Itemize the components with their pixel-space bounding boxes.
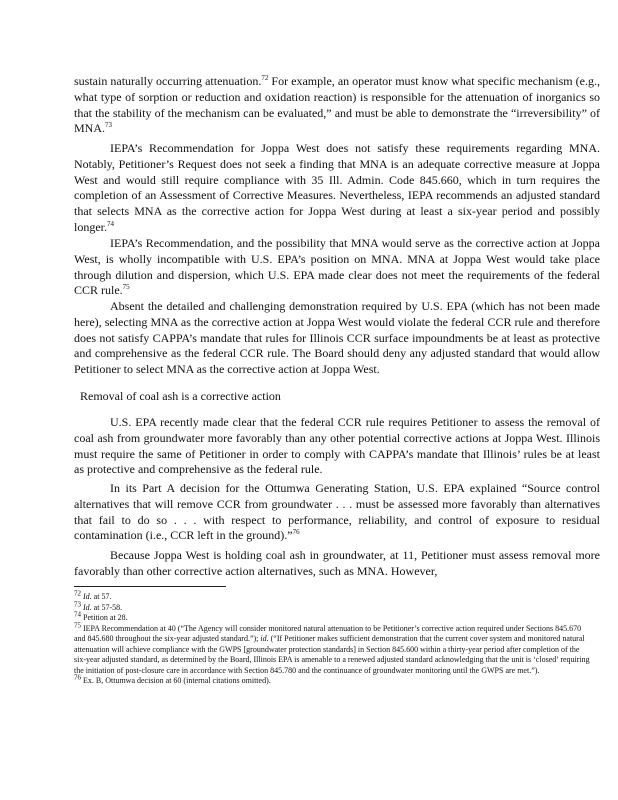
footnote-ref-72[interactable]: 72 bbox=[261, 74, 269, 82]
footnotes bbox=[74, 589, 590, 687]
paragraph-ottumwa-decision: In its Part A decision for the Ottumwa Generating Station, U.S. EPA explained “Source control alternatives that will remove CCR from groundwater . . . must be assessed more favorably than alternatives that fail to do so . . . with respect to performance, reliability, and control of exposure to residual contamination (i.e., CCR left in the ground).”$^{76}$ bbox=[74, 481, 600, 543]
footnote-74: $^{74}$ Petition at 28. bbox=[74, 610, 128, 622]
paragraph-removal-favored: U.S. EPA recently made clear that the federal CCR rule requires Petitioner to assess the removal of coal ash from groundwater more favorably than any other potential corrective actions at Joppa West. Illinois must require the same of Petitioner in order to comply with CAPPA’s mandate that Illinois’ rules be at least as protective and comprehensive as the federal rule. bbox=[74, 415, 600, 477]
footnote-ref-75[interactable]: 75 bbox=[122, 283, 130, 292]
paragraph-mna-demonstration: sustain naturally occurring attenuation.$^{72}$ For example, an operator must know what specific mechanism (e.g., what type of sorption or reduction and oxidation reaction) is responsible for the attenuation of inorganics so that the stability of the mechanism can be evaluated,” and must be able to demonstrate the “irreversibility” of MNA.$^{73}$ bbox=[74, 74, 600, 136]
paragraph-joppa-groundwater: Because Joppa West is holding coal ash in groundwater, at 11, Petitioner must assess removal more favorably than other corrective action alternatives, such as MNA. However, bbox=[74, 548, 600, 578]
footnote-72: $^{72}$ Id. at 57. bbox=[74, 589, 112, 601]
footnote-75: $^{75}$ IEPA Recommendation at 40 (“The Agency will consider monitored natural attenuation to be Petitioner’s corrective action required under Sections 845.670 and 845.680 throughout the six-year adjusted standard.”); id. (“If Petitioner makes sufficient demonstration that the current cover system and monitored natural attenuation will achieve compliance with the GWPS [groundwater protection standards] in Section 845.600 within a thirty-year period after completion of the six-year adjusted standard, as determined by the Board, Illinois EPA is amenable to a renewed adjusted standard acknowledging that the unit is ‘closed’ requiring the initiation of post-closure care in accordance with Section 845.780 and the continuance of groundwater monitoring until the GWPS are met.”). bbox=[74, 620, 590, 675]
footnote-ref-73[interactable]: 73 bbox=[105, 121, 113, 130]
section-heading: Removal of coal ash is a corrective action bbox=[80, 389, 281, 403]
paragraph-mna-incompatible: IEPA’s Recommendation, and the possibility that MNA would serve as the corrective action at Joppa West, is wholly incompatible with U.S. EPA’s position on MNA. MNA at Joppa West would take place through dilution and dispersion, which U.S. EPA made clear does not meet the requirements of the federal CCR rule.$^{75}$ bbox=[74, 236, 600, 298]
footnote-ref-76[interactable]: 76 bbox=[292, 528, 300, 537]
footnote-ref-74[interactable]: 74 bbox=[107, 219, 114, 228]
footnote-73: $^{73}$ Id. at 57-58. bbox=[74, 599, 123, 612]
footnote-76: $^{76}$ Ex. B, Ottumwa decision at 60 (internal citations omitted). bbox=[74, 673, 271, 685]
paragraph-deny-adjusted-standard: Absent the detailed and challenging demonstration required by U.S. EPA (which has not been made here), selecting MNA as the corrective action at Joppa West would violate the federal CCR rule and therefore does not satisfy CAPPA’s mandate that rules for Illinois CCR surface impoundments be at least as protective and comprehensive as the federal CCR rule. The Board should deny any adjusted standard that would allow Petitioner to select MNA as the corrective action at Joppa West. bbox=[74, 299, 600, 377]
footnote-divider bbox=[74, 586, 226, 587]
paragraph-iepa-recommendation: IEPA’s Recommendation for Joppa West does not satisfy these requirements regarding MNA. Notably, Petitioner’s Request does not seek a finding that MNA is an adequate corrective measure at Joppa West and would still require compliance with 35 Ill. Admin. Code 845.660, which in turn requires the completion of an Assessment of Corrective Measures. Nevertheless, IEPA recommends an adjusted standard that selects MNA as the corrective action for Joppa West during at least a six-year period and possibly longer.$^{74}$ bbox=[74, 141, 600, 234]
